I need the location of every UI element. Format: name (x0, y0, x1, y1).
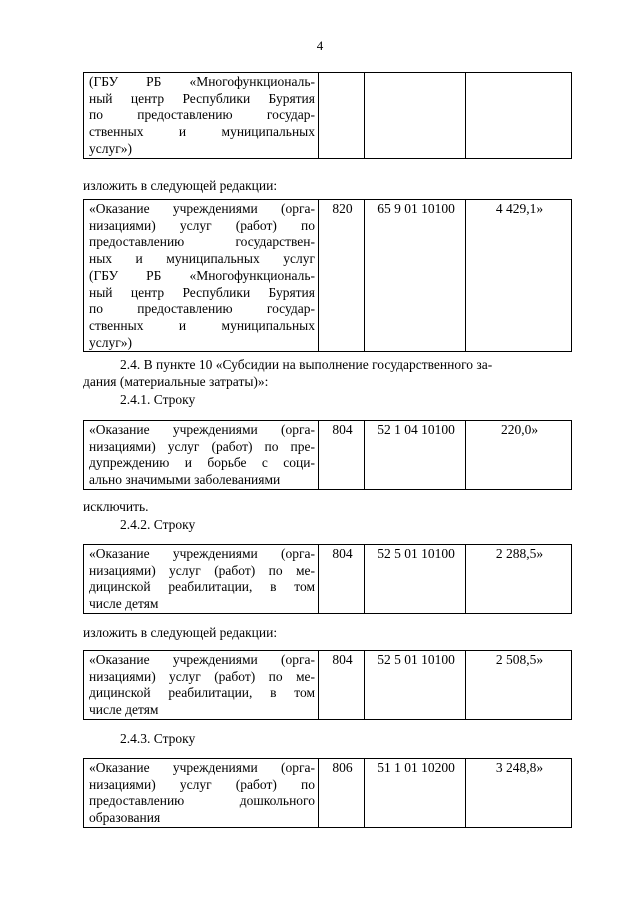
row-sum-cell (466, 73, 572, 159)
table-row (84, 545, 572, 614)
row-name-line: «Оказание учреждениями (орга- (89, 422, 315, 437)
table-row (84, 200, 572, 352)
row-kbk-cell: 52 5 01 10100 (365, 545, 466, 614)
row-sum-cell: 3 248,8» (466, 759, 572, 828)
row-name-line: предоставлению государствен- (89, 234, 315, 250)
row-name-line: (ГБУ РБ «Многофункциональ- (89, 74, 315, 89)
row-name-line: ственных и муниципальных (89, 317, 315, 333)
row-name-line: (ГБУ РБ «Многофункциональ- (89, 267, 315, 283)
paragraph-text: 2.4.2. Строку (120, 517, 196, 532)
row-sum-cell: 2 288,5» (466, 545, 572, 614)
row-name-cell (84, 421, 319, 490)
row-name-line: «Оказание учреждениями (орга- (89, 201, 315, 216)
row-name-line: «Оказание учреждениями (орга- (89, 760, 315, 775)
budget-row-table (83, 544, 572, 614)
row-sum-cell: 2 508,5» (466, 651, 572, 720)
row-name-line: ных и муниципальных услуг (89, 251, 315, 267)
row-name-line: низациями) услуг (работ) по ме- (89, 562, 315, 578)
paragraph-text: дания (материальные затраты)»: (83, 374, 269, 389)
row-name-line: «Оказание учреждениями (орга- (89, 652, 315, 667)
row-kbk-cell: 52 1 04 10100 (365, 421, 466, 490)
row-code-cell: 804 (319, 651, 365, 720)
paragraph-text: изложить в следующей редакции: (83, 178, 278, 193)
budget-row-table (83, 72, 572, 159)
row-name-cell (84, 651, 319, 720)
table-row (84, 651, 572, 720)
row-name-line: ственных и муниципальных (89, 124, 315, 140)
table-row (84, 759, 572, 828)
row-kbk-cell: 52 5 01 10100 (365, 651, 466, 720)
row-code-cell: 804 (319, 421, 365, 490)
row-name-line: низациями) услуг (работ) по (89, 776, 315, 792)
row-code-cell: 806 (319, 759, 365, 828)
row-name-line: услуг») (89, 334, 133, 350)
row-kbk-cell: 65 9 01 10100 (365, 200, 466, 352)
row-name-line: образования (89, 810, 161, 826)
budget-row-table (83, 420, 572, 490)
paragraph-text: исключить. (83, 499, 149, 514)
budget-row-table (83, 650, 572, 720)
paragraph-text: 2.4.1. Строку (120, 392, 196, 407)
row-name-cell (84, 200, 319, 352)
page-number: 4 (316, 38, 324, 53)
row-name-cell (84, 545, 319, 614)
row-name-line: ный центр Республики Бурятия (89, 284, 315, 300)
row-name-line: по предоставлению государ- (89, 107, 315, 123)
budget-row-table (83, 199, 572, 352)
paragraph-text: 2.4. В пункте 10 «Субсидии на выполнение государственного за- (120, 357, 493, 372)
paragraph-text: изложить в следующей редакции: (83, 625, 278, 640)
row-code-cell: 804 (319, 545, 365, 614)
row-kbk-cell: 51 1 01 10200 (365, 759, 466, 828)
row-name-cell (84, 73, 319, 159)
row-name-line: низациями) услуг (работ) по ме- (89, 668, 315, 684)
row-kbk-cell (365, 73, 466, 159)
row-name-line: «Оказание учреждениями (орга- (89, 546, 315, 561)
row-name-line: низациями) услуг (работ) по пре- (89, 438, 315, 454)
row-name-line: низациями) услуг (работ) по (89, 217, 315, 233)
row-name-line: дицинской реабилитации, в том (89, 685, 315, 701)
row-code-cell: 820 (319, 200, 365, 352)
row-name-line: дицинской реабилитации, в том (89, 579, 315, 595)
row-name-line: ный центр Республики Бурятия (89, 90, 315, 106)
table-row (84, 73, 572, 159)
table-row (84, 421, 572, 490)
paragraph-text: 2.4.3. Строку (120, 731, 196, 746)
row-name-line: по предоставлению государ- (89, 301, 315, 317)
row-name-line: числе детям (89, 596, 159, 612)
row-name-line: числе детям (89, 702, 159, 718)
row-name-line: дупреждению и борьбе с соци- (89, 455, 315, 471)
row-name-line: услуг») (89, 140, 133, 156)
row-name-cell (84, 759, 319, 828)
row-sum-cell: 220,0» (466, 421, 572, 490)
row-code-cell (319, 73, 365, 159)
budget-row-table (83, 758, 572, 828)
row-name-line: ально значимыми заболеваниями (89, 472, 281, 488)
row-name-line: предоставлению дошкольного (89, 793, 315, 809)
row-sum-cell: 4 429,1» (466, 200, 572, 352)
